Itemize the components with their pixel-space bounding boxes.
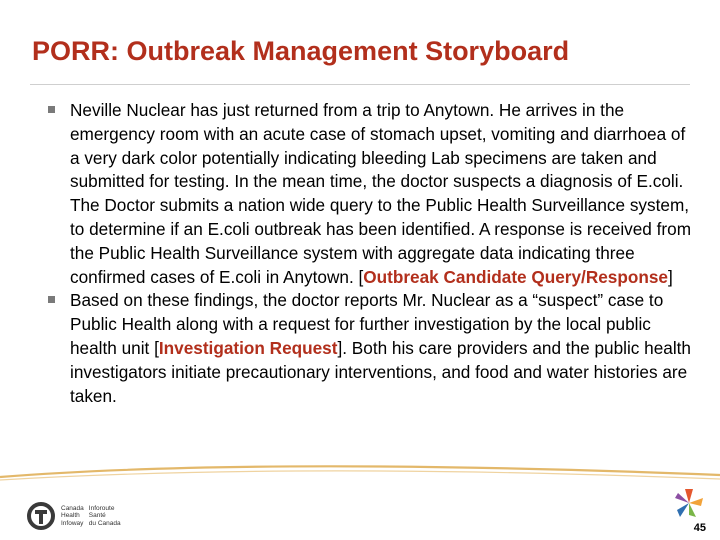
bullet-item <box>48 99 698 289</box>
bullet-item <box>48 289 698 408</box>
logo-line: Infoway <box>61 519 84 527</box>
bullet-marker <box>48 106 55 113</box>
logo-line: Santé <box>88 512 106 520</box>
slide-title: PORR: Outbreak Management Storyboard <box>32 36 570 66</box>
maple-star-icon <box>672 486 706 520</box>
footer-swoosh <box>0 455 720 495</box>
logo-text <box>61 505 121 528</box>
logo-line: Health <box>61 512 80 520</box>
infoway-logo <box>26 496 121 536</box>
bullet-text-end: ] <box>667 266 673 287</box>
bullet-highlight: Outbreak Candidate Query/Response <box>363 266 668 287</box>
bullet-text: Based on these findings, the doctor reports Mr. Nuclear as a “suspect” case to Public Health along with a request for further investigation by the local public health unit [ <box>70 290 664 358</box>
bullet-highlight: Investigation Request <box>158 337 338 358</box>
logo-line: Canada <box>61 504 84 512</box>
page-number: 45 <box>693 522 706 534</box>
logo-line: du Canada <box>88 519 121 527</box>
infoway-logo-icon <box>26 501 56 531</box>
bullet-text: Neville Nuclear has just returned from a trip to Anytown. He arrives in the emergency room with an acute case of stomach upset, vomiting and diarrhoea of a very dark color potentially indicating bleeding Lab specimens are taken and submitted for testing. In the mean time, the doctor suspects a diagnosis of E.coli. The Doctor submits a nation wide query to the Public Health Surveillance system, to determine if an E.coli outbreak has been identified. A response is received from the Public Health Surveillance system with aggregate data indicating three confirmed cases of E.coli in Anytown. [ <box>70 100 692 287</box>
bullet-list <box>48 99 698 408</box>
bullet-marker <box>48 296 55 303</box>
bullet-text-end: ]. Both his care providers and the public health investigators initiate precautionary interventions, and food and water histories are taken. <box>70 337 691 406</box>
logo-line: Inforoute <box>88 504 115 512</box>
title-divider <box>30 84 690 85</box>
